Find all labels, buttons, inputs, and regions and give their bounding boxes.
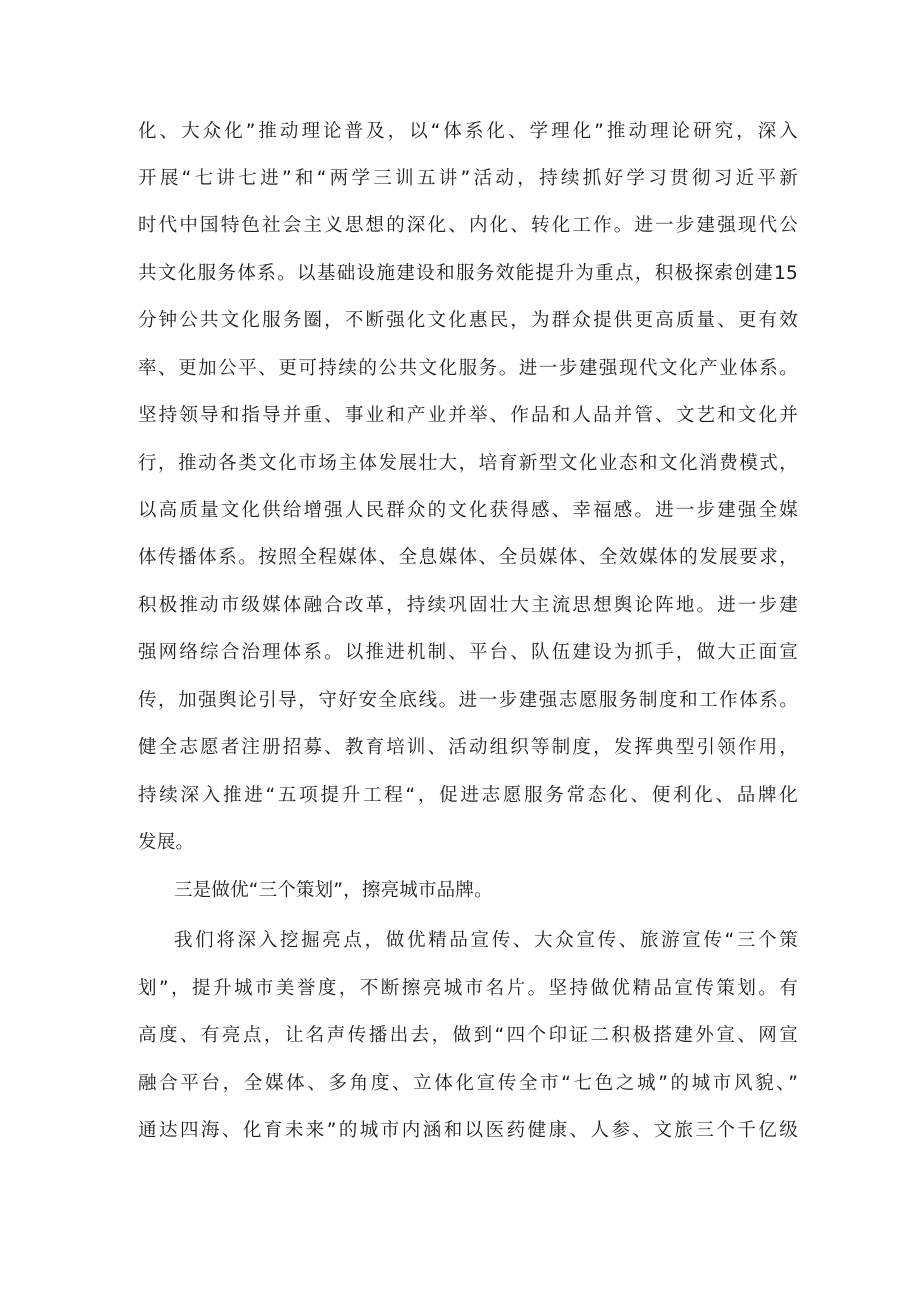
text-line: 强网络综合治理体系。以推进机制、平台、队伍建设为抓手，做大正面宣 <box>138 642 798 663</box>
text-line: 积极推动市级媒体融合改革，持续巩固壮大主流思想舆论阵地。进一步建 <box>138 595 798 616</box>
text-line: 分钟公共文化服务圈，不断强化文化惠民，为群众提供更高质量、更有效 <box>138 310 798 331</box>
text-line: 通达四海、化育未来”的城市内涵和以医药健康、人参、文旅三个千亿级 <box>138 1120 798 1141</box>
text-line: 以高质量文化供给增强人民群众的文化获得感、幸福感。进一步建强全媒 <box>138 500 798 521</box>
text-line: 我们将深入挖掘亮点，做优精品宣传、大众宣传、旅游宣传“三个策 <box>174 930 798 951</box>
text-line: 行，推动各类文化市场主体发展壮大，培育新型文化业态和文化消费模式， <box>138 453 798 474</box>
text-line: 开展“七讲七进”和“两学三训五讲”活动，持续抓好学习贯彻习近平新 <box>138 168 798 189</box>
text-line: 持续深入推进“五项提升工程“，促进志愿服务常态化、便利化、品牌化 <box>138 785 798 806</box>
text-line: 化、大众化”推动理论普及，以“体系化、学理化”推动理论研究，深入 <box>138 121 798 142</box>
text-line: 共文化服务体系。以基础设施建设和服务效能提升为重点，积极探索创建15 <box>138 263 798 284</box>
text-line: 体传播体系。按照全程媒体、全息媒体、全员媒体、全效媒体的发展要求， <box>138 547 798 568</box>
text-line: 划”，提升城市美誉度，不断擦亮城市名片。坚持做优精品宣传策划。有 <box>138 978 798 999</box>
text-line: 高度、有亮点，让名声传播出去，做到“四个印证二积极搭建外宣、网宣 <box>138 1025 798 1046</box>
text-line: 传，加强舆论引导，守好安全底线。进一步建强志愿服务制度和工作体系。 <box>138 690 798 711</box>
text-line: 发展。 <box>138 832 195 853</box>
text-line: 坚持领导和指导并重、事业和产业并举、作品和人品并管、文艺和文化并 <box>138 405 798 426</box>
text-line: 率、更加公平、更可持续的公共文化服务。进一步建强现代文化产业体系。 <box>138 358 798 379</box>
text-line: 融合平台，全媒体、多角度、立体化宣传全市“七色之城”的城市风貌、” <box>138 1073 798 1094</box>
text-line: 时代中国特色社会主义思想的深化、内化、转化工作。进一步建强现代公 <box>138 215 798 236</box>
section-heading: 三是做优“三个策划”，擦亮城市品牌。 <box>174 880 493 901</box>
text-line: 健全志愿者注册招募、教育培训、活动组织等制度，发挥典型引领作用， <box>138 737 798 758</box>
